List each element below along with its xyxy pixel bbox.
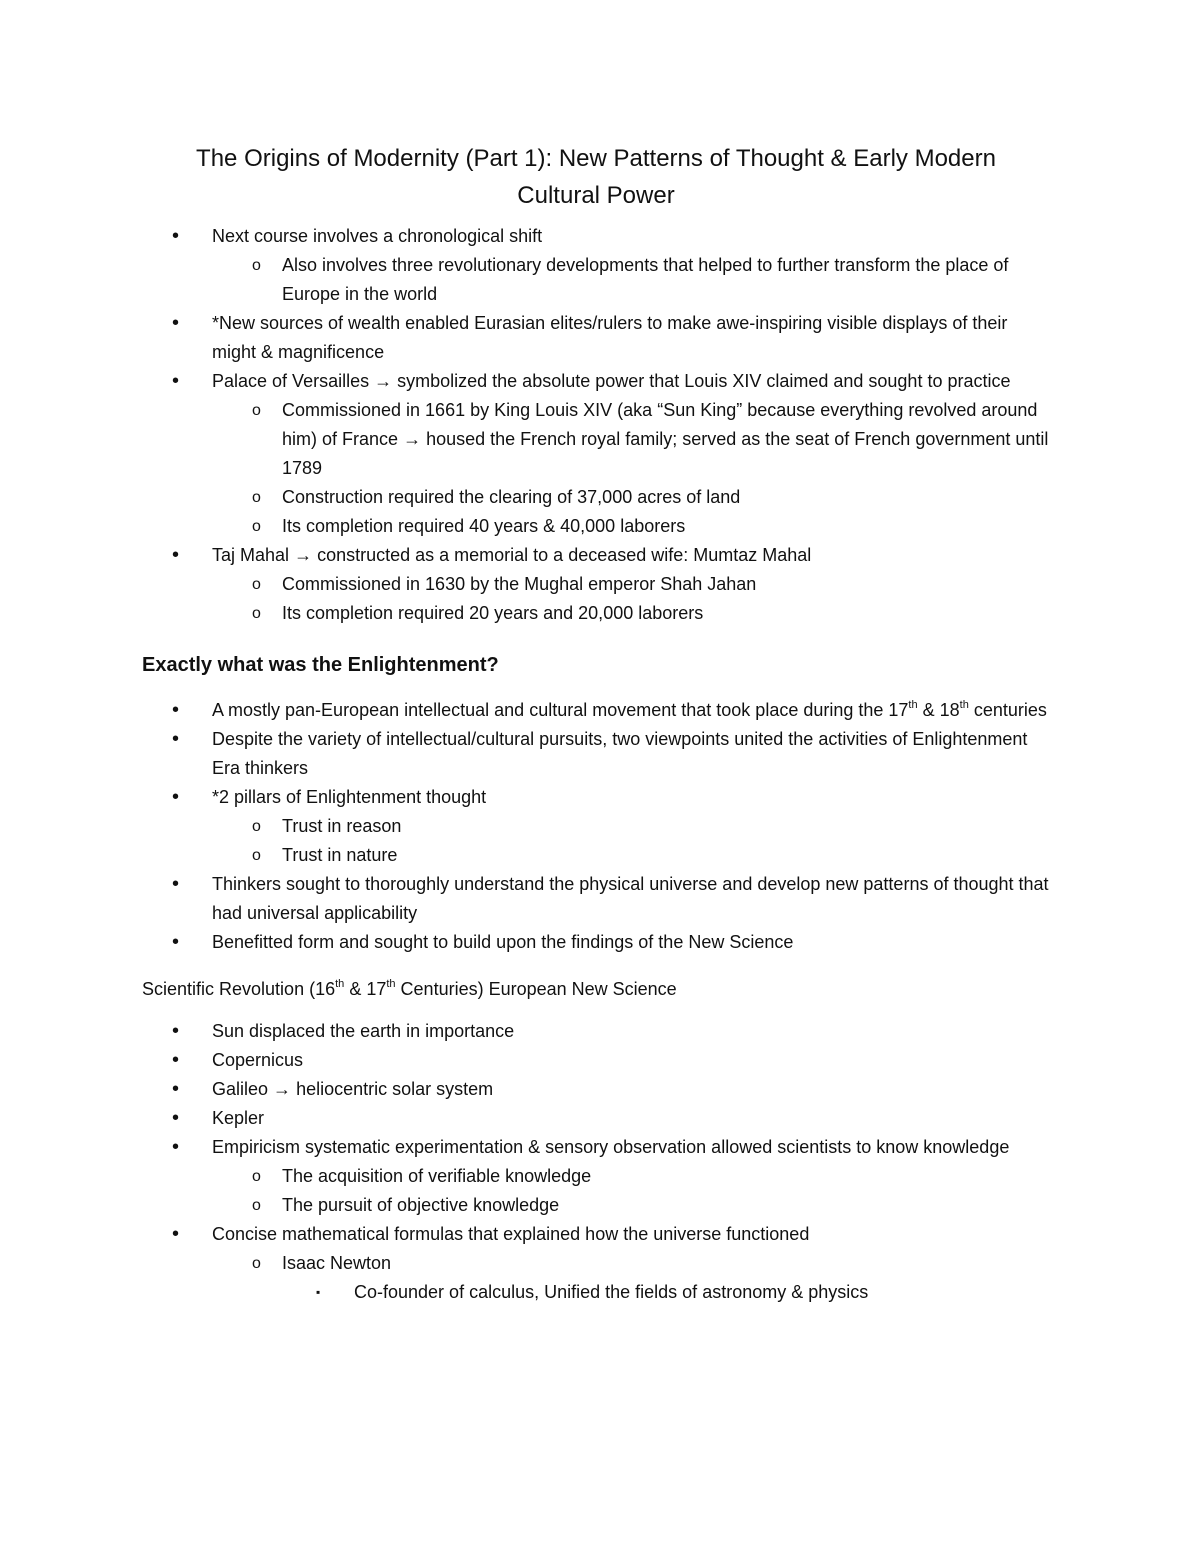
list-item: o Construction required the clearing of 37,000 acres of land [142,483,1050,512]
square-bullet-icon: ▪ [316,1285,321,1299]
list-item: • Concise mathematical formulas that explained how the universe functioned [142,1220,1050,1249]
circle-bullet-icon: o [252,1168,261,1185]
arrow-right-icon: → [273,1079,292,1099]
list-item: o Commissioned in 1630 by the Mughal emperor Shah Jahan [142,570,1050,599]
bullet-icon: • [172,1049,180,1071]
circle-bullet-icon: o [252,1255,261,1272]
circle-bullet-icon: o [252,576,261,593]
bullet-icon: • [172,728,180,750]
list-item: o Trust in nature [142,841,1050,870]
circle-bullet-icon: o [252,818,261,835]
circle-bullet-icon: o [252,847,261,864]
bullet-icon: • [172,1020,180,1042]
section-1-list [142,222,1050,628]
list-item: • Copernicus [142,1046,1050,1075]
list-item: • Galileo → heliocentric solar system [142,1075,1050,1104]
bullet-icon: • [172,370,180,392]
bullet-icon: • [172,1223,180,1245]
list-item: • Next course involves a chronological shift [142,222,1050,251]
list-item: o Its completion required 20 years and 20,000 laborers [142,599,1050,628]
section-2-list [142,696,1050,957]
bullet-icon: • [172,1078,180,1100]
list-item: ▪ Co-founder of calculus, Unified the fields of astronomy & physics [142,1278,1050,1307]
list-item: • Kepler [142,1104,1050,1133]
bullet-icon: • [172,873,180,895]
list-item: • Empiricism systematic experimentation & sensory observation allowed scientists to know knowledge [142,1133,1050,1162]
bullet-icon: • [172,225,180,247]
list-item: • Benefitted form and sought to build upon the findings of the New Science [142,928,1050,957]
bullet-icon: • [172,786,180,808]
circle-bullet-icon: o [252,518,261,535]
title-line-1: The Origins of Modernity (Part 1): New Patterns of Thought & Early Modern [196,145,996,172]
list-item: o The acquisition of verifiable knowledge [142,1162,1050,1191]
arrow-right-icon: → [294,545,313,565]
page-title [142,140,1050,214]
section-3-list [142,1017,1050,1307]
list-item: • *2 pillars of Enlightenment thought [142,783,1050,812]
bullet-icon: • [172,1136,180,1158]
list-item: • Despite the variety of intellectual/cultural pursuits, two viewpoints united the activities of Enlightenment Era thinkers [142,725,1050,783]
circle-bullet-icon: o [252,257,261,274]
list-item: o Isaac Newton [142,1249,1050,1278]
title-line-2: Cultural Power [517,182,675,209]
list-item: • A mostly pan-European intellectual and cultural movement that took place during the 17th & 18th centuries [142,696,1050,725]
circle-bullet-icon: o [252,605,261,622]
bullet-icon: • [172,931,180,953]
arrow-right-icon: → [403,429,422,449]
list-item: o The pursuit of objective knowledge [142,1191,1050,1220]
list-item: o Its completion required 40 years & 40,000 laborers [142,512,1050,541]
section-heading-scientific-revolution: Scientific Revolution (16th & 17th Centuries) European New Science [142,978,677,999]
list-item: o Commissioned in 1661 by King Louis XIV (aka “Sun King” because everything revolved around him) of France → housed the French royal family; served as the seat of French government until 1789 [142,396,1050,483]
list-item: • Thinkers sought to thoroughly understand the physical universe and develop new patterns of thought that had universal applicability [142,870,1050,928]
bullet-icon: • [172,544,180,566]
list-item: o Trust in reason [142,812,1050,841]
circle-bullet-icon: o [252,402,261,419]
bullet-icon: • [172,1107,180,1129]
list-item: • *New sources of wealth enabled Eurasian elites/rulers to make awe-inspiring visible displays of their might & magnificence [142,309,1050,367]
circle-bullet-icon: o [252,489,261,506]
list-item: • Sun displaced the earth in importance [142,1017,1050,1046]
circle-bullet-icon: o [252,1197,261,1214]
bullet-icon: • [172,312,180,334]
bullet-icon: • [172,699,180,721]
section-heading-enlightenment: Exactly what was the Enlightenment? [142,654,499,676]
list-item: • Taj Mahal → constructed as a memorial to a deceased wife: Mumtaz Mahal [142,541,1050,570]
list-item: o Also involves three revolutionary developments that helped to further transform the place of Europe in the world [142,251,1050,309]
list-item: • Palace of Versailles → symbolized the absolute power that Louis XIV claimed and sought to practice [142,367,1050,396]
arrow-right-icon: → [374,371,393,391]
